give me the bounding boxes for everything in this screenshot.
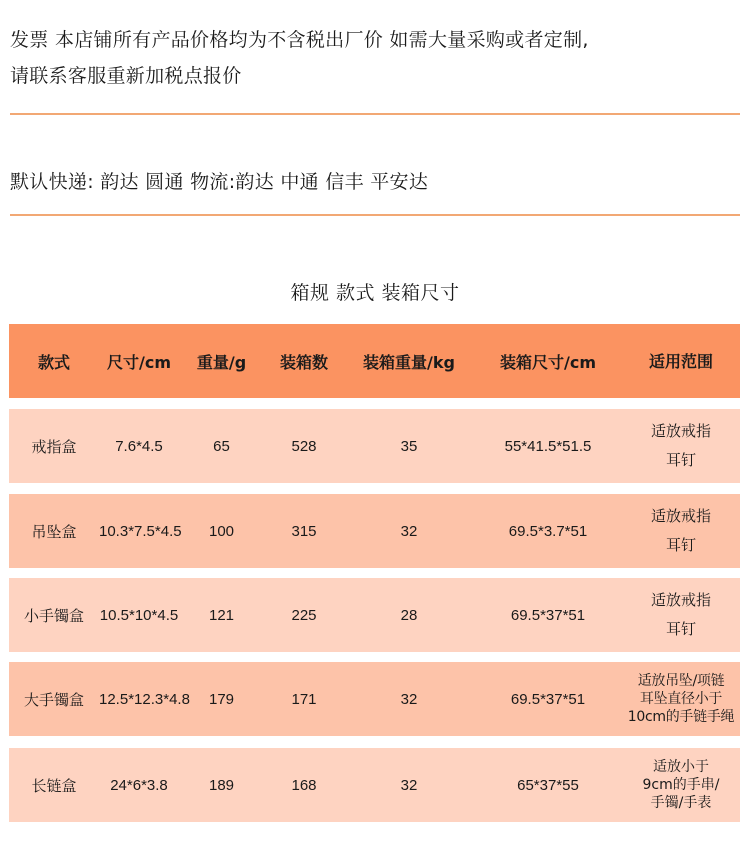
cell-box-size: 69.5*37*51 xyxy=(510,606,586,624)
usage-line: 10cm的手链手绳 xyxy=(627,709,735,725)
cell-size: 7.6*4.5 xyxy=(115,437,163,455)
header-style: 款式 xyxy=(37,352,70,372)
cell-size: 24*6*3.8 xyxy=(110,776,168,794)
cell-usage xyxy=(622,502,740,560)
header-weight: 重量/g xyxy=(196,352,247,372)
cell-weight: 65 xyxy=(213,437,230,455)
cell-box-weight: 32 xyxy=(400,776,418,794)
cell-count: 168 xyxy=(291,776,317,794)
table-title: 箱规 款式 装箱尺寸 xyxy=(290,282,460,304)
table-row xyxy=(9,578,740,652)
divider xyxy=(10,113,740,115)
cell-count: 225 xyxy=(291,606,317,624)
table-row xyxy=(9,662,740,736)
usage-line: 适放戒指 xyxy=(650,422,711,440)
cell-usage xyxy=(622,586,740,644)
cell-box-weight: 28 xyxy=(400,606,418,624)
cell-weight: 121 xyxy=(208,606,235,624)
header-box-weight: 装箱重量/kg xyxy=(363,352,455,372)
cell-box-weight: 35 xyxy=(400,437,418,455)
usage-line: 手镯/手表 xyxy=(650,795,712,811)
header-box-size: 装箱尺寸/cm xyxy=(499,352,596,372)
cell-style: 大手镯盒 xyxy=(23,690,84,709)
express-info: 默认快递: 韵达 圆通 物流:韵达 中通 信丰 平安达 xyxy=(10,171,429,193)
cell-size: 10.3*7.5*4.5 xyxy=(99,522,182,540)
header-usage: 适用范围 xyxy=(648,351,713,371)
cell-box-size: 65*37*55 xyxy=(517,776,579,794)
cell-weight: 100 xyxy=(208,522,235,540)
table-row xyxy=(9,494,740,568)
cell-size: 12.5*12.3*4.8 xyxy=(99,690,190,708)
usage-line: 适放戒指 xyxy=(650,591,711,609)
divider xyxy=(10,214,740,216)
table-row xyxy=(9,748,740,822)
table-row xyxy=(9,409,740,483)
cell-style: 吊坠盒 xyxy=(31,522,77,541)
cell-box-weight: 32 xyxy=(400,522,418,540)
notice-line-2: 请联系客服重新加税点报价 xyxy=(10,65,242,87)
usage-line: 耳钉 xyxy=(665,536,696,554)
cell-weight: 179 xyxy=(208,690,235,708)
usage-line: 耳钉 xyxy=(665,620,696,638)
cell-usage xyxy=(622,758,740,812)
cell-box-weight: 32 xyxy=(400,690,418,708)
notice-line-1: 发票 本店铺所有产品价格均为不含税出厂价 如需大量采购或者定制, xyxy=(10,29,589,51)
usage-line: 适放小于 xyxy=(653,759,709,775)
cell-box-size: 55*41.5*51.5 xyxy=(504,437,592,455)
cell-count: 528 xyxy=(291,437,317,455)
usage-line: 9cm的手串/ xyxy=(642,777,720,793)
pricing-notice xyxy=(10,22,740,94)
cell-box-size: 69.5*3.7*51 xyxy=(508,522,588,540)
usage-line: 适放戒指 xyxy=(650,507,711,525)
cell-box-size: 69.5*37*51 xyxy=(510,690,586,708)
header-size: 尺寸/cm xyxy=(106,352,171,372)
cell-usage xyxy=(622,417,740,475)
cell-count: 171 xyxy=(291,690,317,708)
header-count: 装箱数 xyxy=(279,352,328,372)
cell-usage xyxy=(622,672,740,726)
cell-size: 10.5*10*4.5 xyxy=(99,606,179,624)
usage-line: 适放吊坠/项链 xyxy=(637,673,725,689)
cell-style: 长链盒 xyxy=(31,776,77,795)
cell-count: 315 xyxy=(291,522,317,540)
cell-weight: 189 xyxy=(208,776,235,794)
usage-line: 耳坠直径小于 xyxy=(639,691,723,707)
usage-line: 耳钉 xyxy=(665,451,696,469)
cell-style: 戒指盒 xyxy=(31,437,77,456)
table-header-row xyxy=(9,324,740,398)
cell-style: 小手镯盒 xyxy=(23,606,84,625)
